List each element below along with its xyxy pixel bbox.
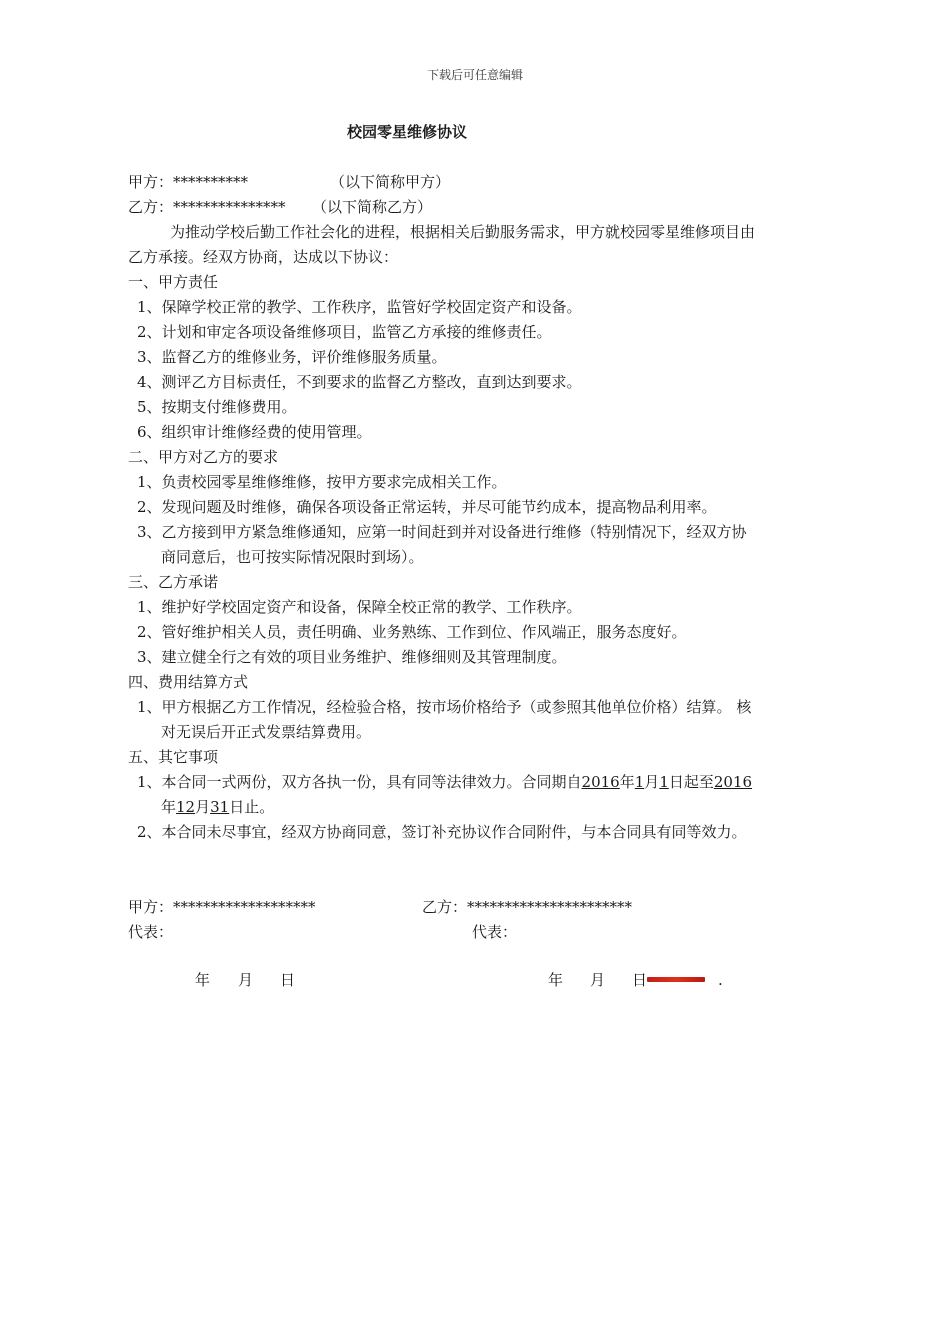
party-b-date-year: 年: [548, 971, 564, 989]
section-4-item-cont: 对无误后开正式发票结算费用。: [161, 723, 372, 741]
intro-line-1: 为推动学校后勤工作社会化的进程，根据相关后勤服务需求，甲方就校园零星维修项目由: [170, 223, 756, 241]
section-1-item: 4、测评乙方目标责任，不到要求的监督乙方整改，直到达到要求。: [137, 373, 582, 391]
party-b-note: （以下简称乙方）: [312, 198, 433, 216]
section-1-item: 3、监督乙方的维修业务，评价维修服务质量。: [137, 348, 447, 366]
end-text: 日止。: [229, 798, 275, 816]
document-title: 校园零星维修协议: [347, 123, 468, 141]
year-char: 年: [161, 798, 177, 816]
section-1-item: 6、组织审计维修经费的使用管理。: [137, 423, 372, 441]
signature-party-a: 甲方：*******************: [128, 898, 316, 916]
party-b-date-month: 月: [590, 971, 606, 989]
end-day: 31: [210, 798, 230, 816]
section-4-heading: 四、费用结算方式: [128, 673, 249, 691]
intro-line-2: 乙方承接。经双方协商，达成以下协议：: [128, 248, 399, 266]
section-5-item-1: [137, 772, 752, 792]
party-a-label: 甲方：**********: [128, 173, 249, 191]
section-1-item: 5、按期支付维修费用。: [137, 398, 297, 416]
section-3-item: 1、维护好学校固定资产和设备，保障全校正常的教学、工作秩序。: [137, 598, 582, 616]
section-5-item-1-cont: [161, 797, 274, 817]
party-a-date-year: 年: [195, 971, 211, 989]
end-year: 2016: [713, 773, 753, 791]
party-a-representative: 代表：: [128, 923, 174, 941]
party-b-date-day: 日: [632, 971, 648, 989]
signature-party-b: 乙方：**********************: [422, 898, 633, 916]
start-month: 1: [634, 773, 645, 791]
section-2-item-cont: 商同意后，也可按实际情况限时到场）。: [161, 548, 424, 566]
section-4-item: 1、甲方根据乙方工作情况，经检验合格，按市场价格给予（或参照其他单位价格）结算。 核: [137, 698, 752, 716]
party-a-note: （以下简称甲方）: [330, 173, 451, 191]
section-3-item: 2、管好维护相关人员，责任明确、业务熟练、工作到位、作风端正，服务态度好。: [137, 623, 687, 641]
section-3-heading: 三、乙方承诺: [128, 573, 219, 591]
start-year: 2016: [581, 773, 620, 791]
section-3-item: 3、建立健全行之有效的项目业务维护、维修细则及其管理制度。: [137, 648, 567, 666]
section-2-item: 1、负责校园零星维修维修，按甲方要求完成相关工作。: [137, 473, 507, 491]
party-b-label: 乙方：***************: [128, 198, 286, 216]
party-b-representative: 代表：: [472, 923, 518, 941]
from-to-text: 日起至: [668, 773, 714, 791]
party-a-date-day: 日: [280, 971, 296, 989]
term-prefix: 1、本合同一式两份，双方各执一份，具有同等法律效力。合同期自: [137, 773, 582, 791]
party-a-line: [128, 172, 248, 192]
month-char: 月: [644, 773, 660, 791]
section-1-item: 2、计划和审定各项设备维修项目，监管乙方承接的维修责任。: [137, 323, 552, 341]
end-month: 12: [176, 798, 196, 816]
start-day: 1: [659, 773, 669, 791]
section-2-item: 2、发现问题及时维修，确保各项设备正常运转，并尽可能节约成本，提高物品利用率。: [137, 498, 717, 516]
month-char: 月: [195, 798, 211, 816]
section-5-item-2: 2、本合同未尽事宜，经双方协商同意，签订补充协议作合同附件，与本合同具有同等效力。: [137, 823, 747, 841]
section-2-heading: 二、甲方对乙方的要求: [128, 448, 279, 466]
year-char: 年: [619, 773, 635, 791]
party-a-date-month: 月: [238, 971, 254, 989]
section-2-item: 3、乙方接到甲方紧急维修通知，应第一时间赶到并对设备进行维修（特别情况下，经双方协: [137, 523, 747, 541]
trailing-dot: .: [718, 971, 723, 989]
red-mark: [647, 977, 705, 982]
section-1-item: 1、保障学校正常的教学、工作秩序，监管好学校固定资产和设备。: [137, 298, 582, 316]
section-1-heading: 一、甲方责任: [128, 273, 219, 291]
section-5-heading: 五、其它事项: [128, 748, 219, 766]
header-note: 下载后可任意编辑: [426, 68, 523, 82]
